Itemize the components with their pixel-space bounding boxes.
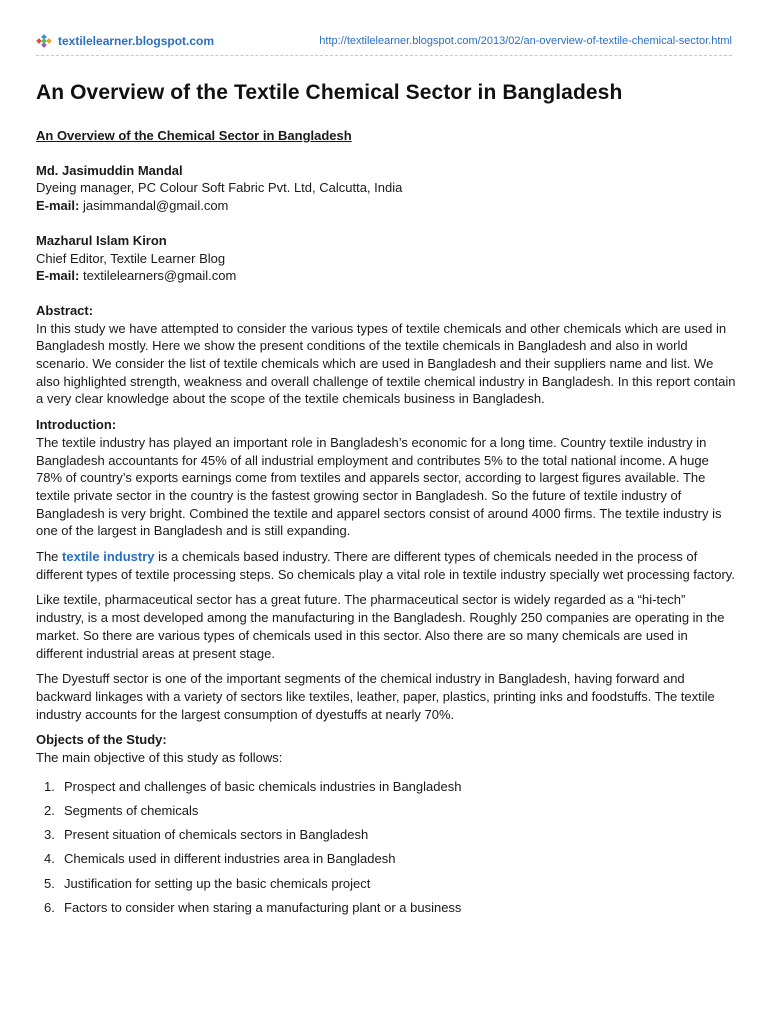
author-name: Md. Jasimuddin Mandal xyxy=(36,162,183,178)
author-email-line xyxy=(36,267,736,285)
abstract-heading: Abstract: xyxy=(36,302,94,318)
author-role: Dyeing manager, PC Colour Soft Fabric Pvt. Ltd, Calcutta, India xyxy=(36,180,403,196)
article-body xyxy=(36,80,736,925)
list-item-text: Chemicals used in different industries area in Bangladesh xyxy=(64,851,396,867)
introduction-heading: Introduction: xyxy=(36,417,117,433)
objects-intro: The main objective of this study as follows: xyxy=(36,750,283,766)
list-item xyxy=(36,899,736,917)
list-item-number: 2. xyxy=(44,803,55,818)
list-item xyxy=(36,826,736,844)
author-email: textilelearners@gmail.com xyxy=(82,268,237,284)
list-item-text: Segments of chemicals xyxy=(64,803,199,818)
introduction-paragraph-3: Like textile, pharmaceutical sector has a great future. The pharmaceutical sector is widely regarded as a “hi-tech” industry, is a most developed among the manufacturing in the Bangladesh. Roughly 250 companies are operating in the market. So there are various types of chemicals used in this sector. Also there are so many chemicals are used in different industrial areas at present stage. xyxy=(36,592,725,661)
list-item-number: 6. xyxy=(44,899,55,915)
abstract-text: In this study we have attempted to consider the various types of textile chemicals and other chemicals which are used in Bangladesh mostly. Here we show the present conditions of the textile chemicals in Bangladesh and also in world scenario. We consider the list of textile chemicals which are used in Bangladesh and their suppliers name and list. We also highlighted strength, weakness and overall challenge of textile chemical industry in Bangladesh. In this report contain a very clear knowledge about the scope of the textile chemicals business in Bangladesh. xyxy=(36,320,736,407)
header-divider xyxy=(36,55,732,56)
introduction-paragraph-4: The Dyestuff sector is one of the important segments of the chemical industry in Bangladesh, having forward and backward linkages with a variety of sectors like textiles, leather, paper, plastics, printing inks and foodstuffs. The textile industry accounts for the largest consumption of dyestuffs at nearly 70%. xyxy=(36,671,715,722)
email-label: E-mail: xyxy=(36,198,80,214)
introduction-paragraph-2 xyxy=(36,548,736,583)
list-item-number: 4. xyxy=(44,851,55,867)
author-role: Chief Editor, Textile Learner Blog xyxy=(36,250,226,266)
list-item-number: 3. xyxy=(44,827,55,843)
article-title: An Overview of the Textile Chemical Sector in Bangladesh xyxy=(36,81,623,104)
blogger-logo-icon xyxy=(36,34,53,48)
list-item-text: Prospect and challenges of basic chemicals industries in Bangladesh xyxy=(64,778,462,794)
author-email: jasimmandal@gmail.com xyxy=(82,198,229,214)
list-item xyxy=(36,778,736,796)
list-item-number: 5. xyxy=(44,875,55,891)
page-header xyxy=(36,33,732,49)
introduction-section xyxy=(36,416,736,723)
list-item-text: Factors to consider when staring a manufacturing plant or a business xyxy=(64,899,462,915)
author-name: Mazharul Islam Kiron xyxy=(36,232,167,248)
objects-section xyxy=(36,731,736,916)
introduction-paragraph-1: The textile industry has played an important role in Bangladesh’s economic for a long time. Country textile industry in Bangladesh accountants for 45% of all industrial employment and contributes 5% to the total national income. A huge 78% of country’s exports earnings come from textiles and apparels sector, according to largest figures available. The textile private sector in the country is the fastest growing sector in Bangladesh. So the future of textile industry of Bangladesh is very bright. Combined the textile and apparel sectors consist of around 4000 firms. The textile industry is one of the largest in Bangladesh and is still expanding. xyxy=(36,434,722,539)
textile-industry-link[interactable]: textile industry xyxy=(62,549,155,565)
list-item-number: 1. xyxy=(44,778,55,794)
page-url-link[interactable]: http://textilelearner.blogspot.com/2013/02/an-overview-of-textile-chemical-sector.html xyxy=(319,35,732,47)
list-item xyxy=(36,850,736,868)
paragraph-suffix: is a chemicals based industry. There are different types of chemicals needed in the process of different types of textile processing steps. So chemicals play a vital role in textile industry specially wet processing factory. xyxy=(36,549,735,582)
author-block xyxy=(36,162,736,215)
list-item-text: Present situation of chemicals sectors in Bangladesh xyxy=(64,827,369,843)
site-name-link[interactable]: textilelearner.blogspot.com xyxy=(58,34,215,48)
objects-heading: Objects of the Study: xyxy=(36,732,167,748)
list-item xyxy=(36,802,736,820)
email-label: E-mail: xyxy=(36,268,80,284)
author-block xyxy=(36,232,736,285)
objectives-list xyxy=(36,778,736,917)
list-item-text: Justification for setting up the basic chemicals project xyxy=(64,875,371,891)
article-subtitle: An Overview of the Chemical Sector in Bangladesh xyxy=(36,128,352,143)
list-item xyxy=(36,875,736,893)
paragraph-prefix: The xyxy=(36,549,59,565)
abstract-section xyxy=(36,302,736,408)
author-email-line xyxy=(36,197,736,215)
